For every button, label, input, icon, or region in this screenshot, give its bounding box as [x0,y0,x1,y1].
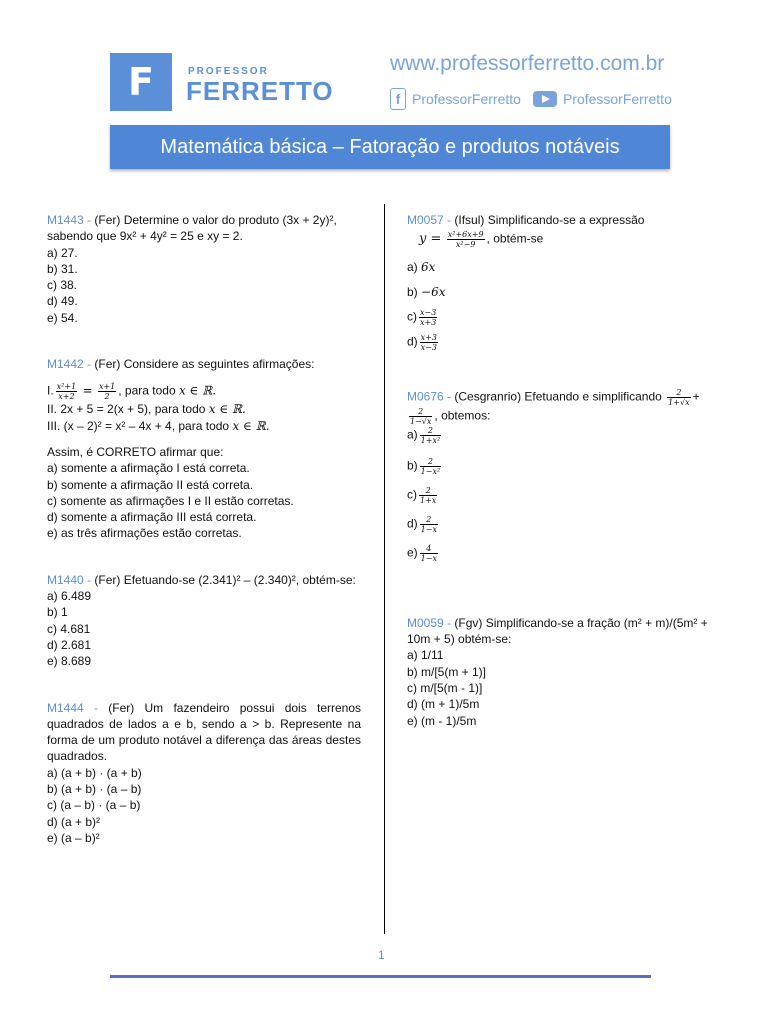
question-stem: (Fer) Determine o valor do produto (3x + 2y)², sabendo que 9x² + 4y² = 25 e xy = 2. [47,213,337,244]
youtube-icon [533,91,557,107]
question-id: M1444 - [47,700,98,715]
option-a: a) 6x [407,260,436,275]
question-m1444 [47,700,361,847]
option-c: c) somente as afirmações I e II estão corretas. [47,493,294,508]
statement-ii: II. 2x + 5 = 2(x + 5), para todo x ∈ ℝ. [47,402,246,417]
question-m1442 [47,356,361,542]
right-column [407,212,725,759]
page-number: 1 [378,948,385,962]
equals-sign: = [82,384,93,399]
column-divider [384,204,385,934]
facebook-icon: f [390,88,406,110]
option-e: e) as três afirmações estão corretas. [47,526,242,541]
option-e: e) $\frac{4}{1-x}$ [407,543,437,563]
fraction: $\frac{\text{x²+6x+9}}{\text{x²−9}}$ [447,230,484,250]
option-a: a) somente a afirmação I está correta. [47,461,250,476]
option-a: a) 6.489 [47,589,92,604]
option-a: a) 27. [47,245,78,260]
option-b: b) $\frac{2}{\text{1−x²}}$ [407,456,441,476]
option-e: e) 54. [47,310,78,325]
question-stem: (Fer) Um fazendeiro possui dois terrenos quadrados de lados a e b, sendo a > b. Represente na forma de um produto notável a diferença das áreas destes quadrados. [47,700,362,764]
option-b: b) (a + b) · (a – b) [47,782,142,797]
document-title: Matemática básica – Fatoração e produtos notáveis [110,125,670,169]
option-b: b) m/[5(m + 1)] [407,664,487,679]
domain-expression: x ∈ ℝ. [178,384,217,399]
option-d: d) 2.681 [47,637,92,652]
youtube-label[interactable]: ProfessorFerretto [562,91,672,107]
statement-i-label: I. [47,384,54,399]
option-a: a) 1/11 [407,648,444,663]
statement-i [47,382,361,401]
question-stem: (Ifsul) Simplificando-se a expressão [454,213,645,227]
option-e: e) (m - 1)/5m [407,713,477,728]
option-b: b) −6x [407,284,446,299]
statement-iii: III. (x – 2)² = x² – 4x + 4, para todo x ∈ ℝ. [47,418,270,433]
statement-i-text: , para todo [118,384,176,399]
question-id: M1443 - [47,213,92,227]
question-stem: (Cesgranrio) Efetuando e simplificando [454,389,662,404]
question-id: M1440 - [47,572,92,587]
fraction: $\frac{\text{x²+1}}{x+2}$ [56,382,77,402]
footer-rule [110,975,651,978]
question-id: M0676 - [407,389,452,404]
question-stem: (Fer) Efetuando-se (2.341)² – (2.340)², obtém-se: [94,572,356,587]
question-m0059 [407,615,725,729]
option-e: e) 8.689 [47,654,92,669]
fraction: $\frac{x+1}{2}$ [98,382,116,402]
left-column [47,212,361,876]
option-d: d) $\frac{x+3}{x-3}$ [407,332,437,352]
option-d: d) $\frac{2}{1-x}$ [407,514,437,534]
social-links [390,88,672,110]
option-b: b) 1 [47,605,68,620]
question-id: M1442 - [47,357,92,372]
option-c: c) (a – b) · (a – b) [47,798,141,813]
question-stem: (Fer) Considere as seguintes afirmações: [94,357,315,372]
website-link[interactable]: www.professorferretto.com.br [390,52,665,75]
option-b: b) somente a afirmação II está correta. [47,477,254,492]
question-m1443 [47,212,361,326]
option-c: c) $\frac{2}{1+x}$ [407,485,437,505]
option-c: c) 38. [47,278,78,293]
option-c: c) m/[5(m - 1)] [407,681,483,696]
logo-mark: F [110,53,172,111]
option-d: d) 49. [47,294,78,309]
question-m0676: M0676 - (Cesgranrio) Efetuando e simplificando $\frac{2}{1+√x}$ + $\frac{2}{1-√x}$ , obtemos: a) $\frac{2}{\text{1+x²}}$ b) $\frac{2}{\text{1−x²}}$ c) $\frac{2}{1+x}$ d) $\frac{2}{1-x}$ e) $\frac{4}{1-x}$ [407,388,725,563]
option-a: a) $\frac{2}{\text{1+x²}}$ [407,425,441,445]
prompt-text: Assim, é CORRETO afirmar que: [47,444,224,459]
option-e: e) (a – b)² [47,830,100,845]
option-d: d) (a + b)² [47,814,101,829]
option-d: d) (m + 1)/5m [407,697,480,712]
option-d: d) somente a afirmação III está correta. [47,510,257,525]
question-m1440 [47,572,361,670]
question-m0057 [407,212,725,352]
option-c: c) $\frac{x-3}{x+3}$ [407,307,437,327]
option-c: c) 4.681 [47,621,91,636]
option-a: a) (a + b) · (a + b) [47,765,142,780]
question-id: M0057 - [407,213,452,227]
option-b: b) 31. [47,261,78,276]
logo-ferretto-text: FERRETTO [186,76,334,106]
facebook-label[interactable]: ProfessorFerretto [412,91,521,107]
question-id: M0059 - [407,615,452,630]
logo-professor-text: PROFESSOR [188,66,269,77]
question-stem: (Fgv) Simplificando-se a fração (m² + m)/(5m² + 10m + 5) obtém-se: [407,615,708,647]
expression: y = $\frac{\text{x²+6x+9}}{\text{x²−9}}$ , obtém-se [419,230,544,250]
